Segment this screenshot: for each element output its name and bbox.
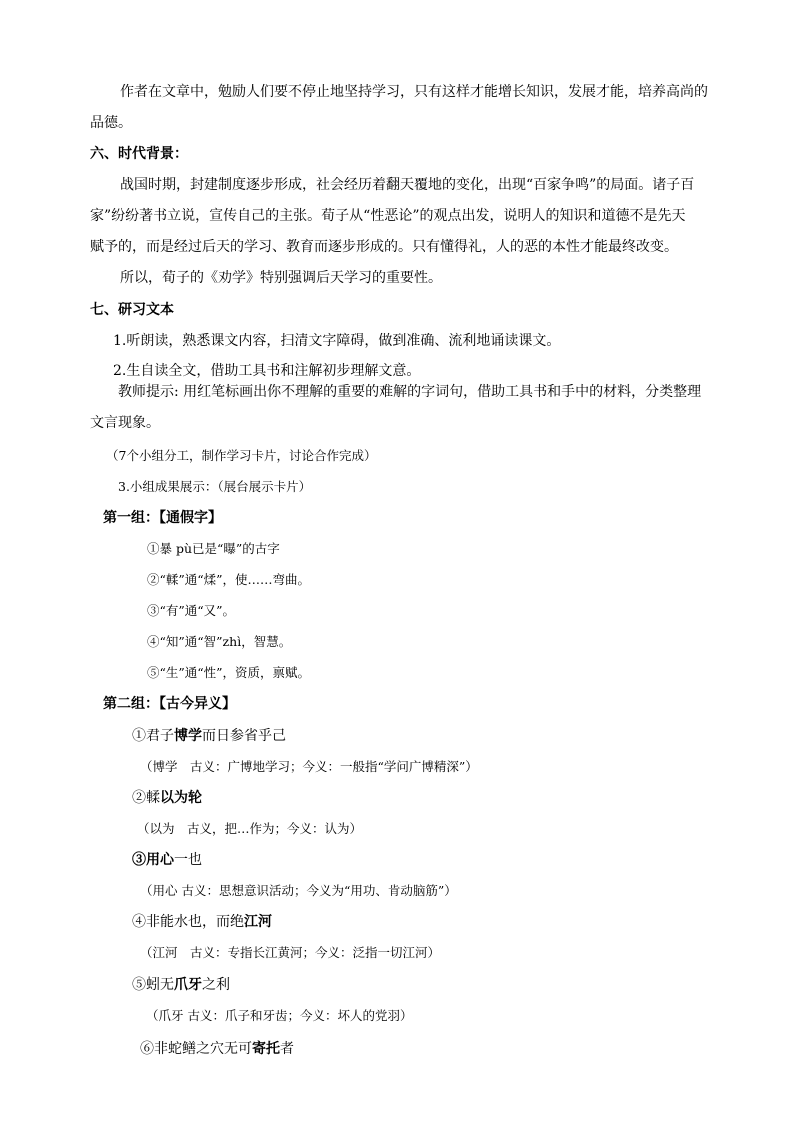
- example-text: 者: [280, 1041, 294, 1057]
- section6-heading: 六、时代背景：: [90, 146, 188, 162]
- example-text: ④非能水也，而绝: [132, 914, 244, 930]
- group2-heading: 第二组：【古今异义】: [103, 696, 236, 712]
- group2-example-3: [132, 851, 202, 869]
- group1-heading: 第一组：【通假字】: [103, 510, 222, 526]
- section6-line2: 家”纷纷著书立说，宣传自己的主张。荀子从“性恶论”的观点出发，说明人的知识和道德不是先天: [90, 208, 686, 224]
- group2-example-6: [140, 1040, 294, 1058]
- group2-note-4: （江河 古义：专指长江黄河；今义：泛指一切江河）: [140, 945, 441, 960]
- section7-tip-line2: 文言现象。: [90, 415, 160, 431]
- section7-heading: 七、研习文本: [90, 302, 174, 318]
- example-text: 之利: [202, 977, 230, 993]
- group2-example-4: [132, 913, 272, 931]
- example-text: ②輮: [132, 790, 160, 806]
- group1-item: ①暴 pù已是“曝”的古字: [147, 541, 280, 556]
- example-text: ⑥非蛇鳝之穴无可: [140, 1041, 252, 1057]
- para1-line1: 作者在文章中，勉励人们要不停止地坚持学习，只有这样才能增长知识，发展才能，培养高尚的: [120, 84, 708, 100]
- section7-group-note: （7个小组分工，制作学习卡片，讨论合作完成）: [106, 448, 377, 463]
- section7-tip-line1: 教师提示: 用红笔标画出你不理解的重要的难解的字词句，借助工具书和手中的材料，分类整理: [118, 384, 702, 400]
- highlighted-word: 寄托: [252, 1041, 280, 1057]
- group2-example-1: [132, 727, 286, 745]
- group2-example-5: [132, 976, 230, 994]
- section6-line3: 赋予的，而是经过后天的学习、教育而逐步形成的。只有懂得礼，人的恶的本性才能最终改变。: [90, 239, 678, 255]
- highlighted-word: 博学: [174, 728, 202, 744]
- group2-note-2: （以为 古义，把…作为；今义：认为）: [137, 821, 363, 836]
- highlighted-word: ③用心: [132, 852, 174, 868]
- group1-item: ⑤“生”通“性”，资质，禀赋。: [147, 665, 311, 680]
- group2-note-3: （用心 古义：思想意识活动；今义为“用功、肯动脑筋”）: [140, 883, 457, 898]
- example-text: ①君子: [132, 728, 174, 744]
- example-text: 一也: [174, 852, 202, 868]
- group2-example-2: [132, 789, 202, 807]
- example-text: 而日参省乎己: [202, 728, 286, 744]
- group1-item: ③“有”通“又”。: [147, 603, 236, 618]
- group2-note-1: （博学 古义：广博地学习；今义：一般指“学问广博精深”）: [140, 759, 478, 774]
- group1-item: ②“輮”通“煣”，使……弯曲。: [147, 572, 311, 587]
- example-text: ⑤蚓无: [132, 977, 174, 993]
- group2-note-5: （爪牙 古义：爪子和牙齿；今义：坏人的党羽）: [146, 1008, 413, 1023]
- section6-line4: 所以，荀子的《劝学》特别强调后天学习的重要性。: [120, 270, 442, 286]
- group1-item: ④“知”通“智”zhì，智慧。: [147, 634, 292, 649]
- para1-line2: 品德。: [90, 115, 132, 131]
- section7-item3: 3.小组成果展示：（展台展示卡片）: [118, 479, 312, 494]
- highlighted-word: 爪牙: [174, 977, 202, 993]
- section6-line1: 战国时期，封建制度逐步形成，社会经历着翻天覆地的变化，出现“百家争鸣”的局面。诸子百: [120, 177, 695, 193]
- section7-item2: 2.生自读全文，借助工具书和注解初步理解文意。: [113, 363, 421, 379]
- highlighted-word: 江河: [244, 914, 272, 930]
- section7-item1: 1.听朗读，熟悉课文内容，扫清文字障碍，做到准确、流利地诵读课文。: [113, 333, 561, 349]
- highlighted-word: 以为轮: [160, 790, 202, 806]
